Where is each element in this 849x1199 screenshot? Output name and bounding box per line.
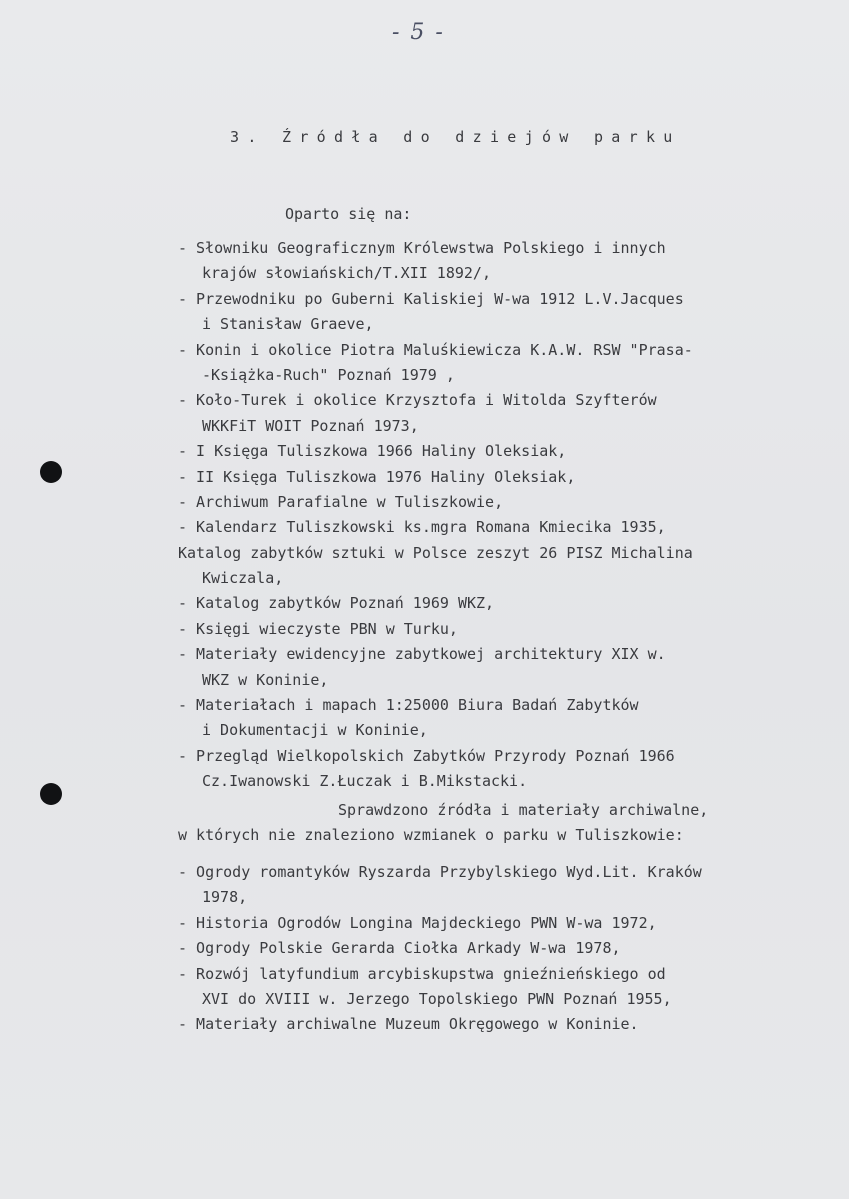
source-item bbox=[178, 439, 818, 464]
source-line: - Archiwum Parafialne w Tuliszkowie, bbox=[178, 492, 504, 511]
source-line: - Kalendarz Tuliszkowski ks.mgra Romana Kmiecika 1935, bbox=[178, 518, 666, 537]
source-item bbox=[178, 541, 818, 592]
paragraph-line: Sprawdzono źródła i materiały archiwalne, bbox=[338, 801, 709, 819]
source-line: - Rozwój latyfundium arcybiskupstwa gnieźnieńskiego od bbox=[178, 964, 666, 983]
source-continuation-line: Kwiczala, bbox=[202, 569, 284, 588]
source-line: - Koło-Turek i okolice Krzysztofa i Witolda Szyfterów bbox=[178, 391, 657, 410]
source-line: - II Księga Tuliszkowa 1976 Haliny Oleksiak, bbox=[178, 467, 576, 486]
source-line: - Materiałach i mapach 1:25000 Biura Badań Zabytków bbox=[178, 696, 639, 715]
source-continuation-line: i Dokumentacji w Koninie, bbox=[202, 721, 428, 740]
source-line: - Historia Ogrodów Longina Majdeckiego PWN W-wa 1972, bbox=[178, 913, 657, 932]
source-continuation-line: krajów słowiańskich/T.XII 1892/, bbox=[202, 264, 491, 283]
source-continuation-line: i Stanisław Graeve, bbox=[202, 315, 374, 334]
source-item bbox=[178, 642, 818, 693]
punch-hole bbox=[40, 783, 62, 805]
sources-checked-list bbox=[178, 860, 818, 1038]
source-line: - Przewodniku po Guberni Kaliskiej W-wa 1912 L.V.Jacques bbox=[178, 289, 684, 308]
source-item bbox=[178, 911, 818, 936]
paragraph-line: w których nie znaleziono wzmianek o parku w Tuliszkowie: bbox=[178, 826, 684, 844]
source-line: - Księgi wieczyste PBN w Turku, bbox=[178, 619, 458, 638]
section-heading: 3. Źródła do dziejów parku bbox=[230, 128, 681, 146]
source-line: - Przegląd Wielkopolskich Zabytków Przyrody Poznań 1966 bbox=[178, 746, 675, 765]
source-continuation-line: WKKFiT WOIT Poznań 1973, bbox=[202, 416, 419, 435]
source-item bbox=[178, 617, 818, 642]
source-item bbox=[178, 515, 818, 540]
source-line: - I Księga Tuliszkowa 1966 Haliny Oleksiak, bbox=[178, 442, 567, 461]
source-item bbox=[178, 388, 818, 439]
intro-text: Oparto się na: bbox=[285, 205, 412, 223]
source-item bbox=[178, 1012, 818, 1037]
source-item bbox=[178, 591, 818, 616]
source-continuation-line: -Książka-Ruch" Poznań 1979 , bbox=[202, 365, 455, 384]
source-item bbox=[178, 465, 818, 490]
source-item bbox=[178, 693, 818, 744]
source-line: Katalog zabytków sztuki w Polsce zeszyt 26 PISZ Michalina bbox=[178, 543, 693, 562]
source-item bbox=[178, 338, 818, 389]
source-line: - Ogrody Polskie Gerarda Ciołka Arkady W-wa 1978, bbox=[178, 939, 621, 958]
source-line: - Konin i okolice Piotra Maluśkiewicza K.A.W. RSW "Prasa- bbox=[178, 340, 693, 359]
source-line: - Katalog zabytków Poznań 1969 WKZ, bbox=[178, 594, 495, 613]
source-continuation-line: Cz.Iwanowski Z.Łuczak i B.Mikstacki. bbox=[202, 772, 528, 791]
source-item bbox=[178, 287, 818, 338]
source-continuation-line: XVI do XVIII w. Jerzego Topolskiego PWN Poznań 1955, bbox=[202, 989, 672, 1008]
source-item bbox=[178, 490, 818, 515]
source-continuation-line: 1978, bbox=[202, 888, 248, 907]
source-continuation-line: WKZ w Koninie, bbox=[202, 670, 329, 689]
source-line: - Ogrody romantyków Ryszarda Przybylskiego Wyd.Lit. Kraków bbox=[178, 863, 702, 881]
source-line: - Materiały ewidencyjne zabytkowej architektury XIX w. bbox=[178, 645, 666, 664]
sources-used-list bbox=[178, 236, 818, 795]
source-item bbox=[178, 236, 818, 287]
source-item bbox=[178, 860, 818, 911]
source-line: - Słowniku Geograficznym Królewstwa Polskiego i innych bbox=[178, 239, 666, 257]
source-line: - Materiały archiwalne Muzeum Okręgowego w Koninie. bbox=[178, 1015, 639, 1034]
source-item bbox=[178, 962, 818, 1013]
punch-hole bbox=[40, 461, 62, 483]
checked-paragraph bbox=[178, 798, 708, 848]
page-number: - 5 - bbox=[392, 20, 445, 45]
source-item bbox=[178, 744, 818, 795]
source-item bbox=[178, 936, 818, 961]
